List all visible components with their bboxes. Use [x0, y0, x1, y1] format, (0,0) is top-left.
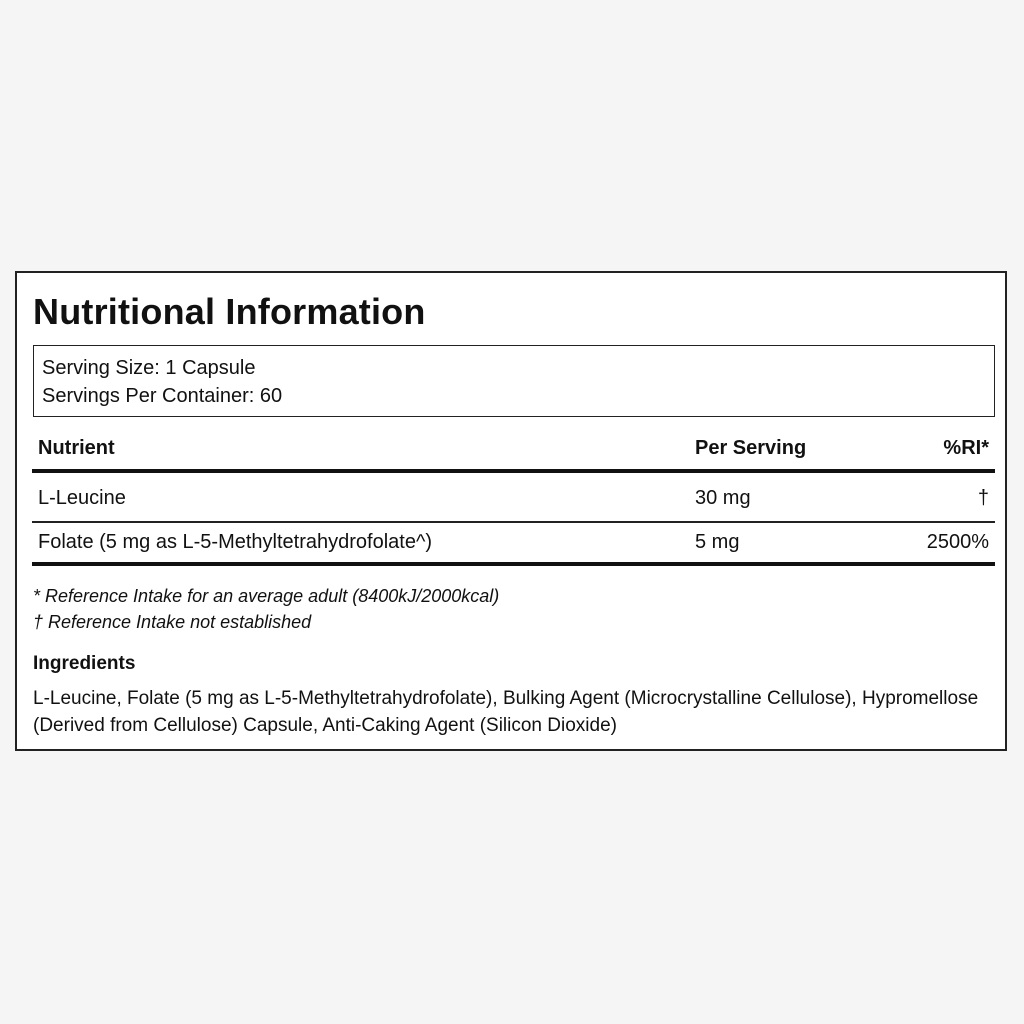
nutrient-amount: 30 mg [695, 487, 751, 509]
header-per-serving: Per Serving [695, 437, 807, 459]
footnote-ri: * Reference Intake for an average adult (8400kJ/2000kcal) [33, 586, 500, 606]
nutrient-ri: † [977, 487, 989, 509]
panel-title: Nutritional Information [33, 291, 426, 332]
serving-size: Serving Size: 1 Capsule [42, 357, 256, 379]
nutrient-ri: 2500% [926, 531, 989, 553]
table-row [32, 473, 995, 523]
table-header-row [32, 433, 995, 473]
nutrient-name: L-Leucine [38, 487, 126, 509]
serving-info-box [33, 345, 995, 417]
header-ri: %RI* [943, 437, 989, 459]
ingredients-heading: Ingredients [33, 653, 136, 674]
header-nutrient: Nutrient [38, 437, 115, 459]
table-row [32, 523, 995, 566]
ingredients-text: L-Leucine, Folate (5 mg as L-5-Methyltetrahydrofolate), Bulking Agent (Microcrystalline Cellulose), Hypromellose (Derived from Cellulose) Capsule, Anti-Caking Agent (Silicon Dioxide) [33, 688, 979, 736]
nutrient-name: Folate (5 mg as L-5-Methyltetrahydrofolate^) [38, 531, 432, 553]
footnote-dagger: † Reference Intake not established [33, 612, 312, 632]
nutrient-table [32, 433, 995, 566]
nutrient-amount: 5 mg [695, 531, 740, 553]
servings-per-container: Servings Per Container: 60 [42, 385, 283, 407]
footnotes [33, 583, 499, 635]
nutrition-panel [15, 271, 1007, 751]
